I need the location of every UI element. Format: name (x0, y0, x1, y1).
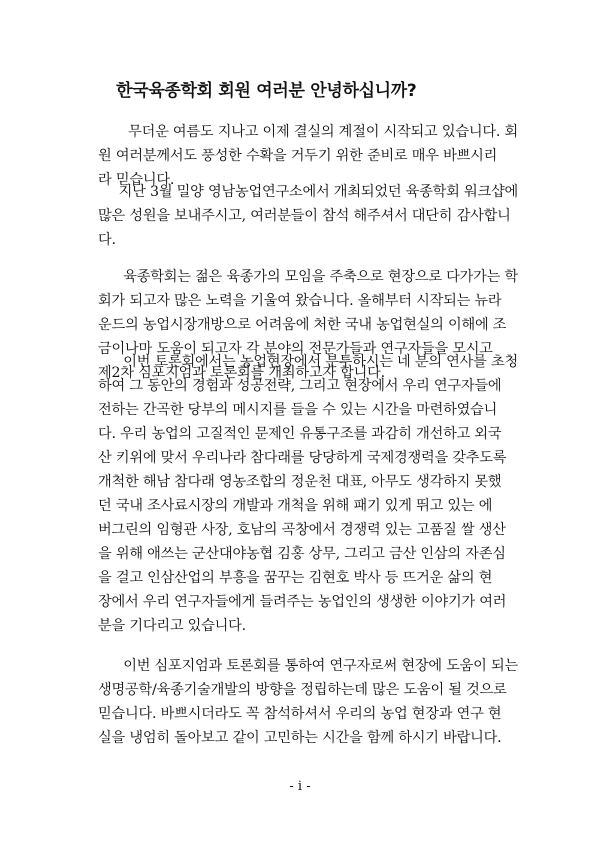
text-line: 다. 우리 농업의 고질적인 문제인 유통구조를 과감히 개선하고 외국 (98, 426, 502, 442)
paragraph-closing (98, 654, 518, 750)
text-line: 제2차 심포지엄과 토론회를 개최하고자 합니다. (98, 365, 385, 381)
text-line: 이번 토론회에서는 농업현장에서 분투하시는 네 분의 연사를 초청 (123, 354, 518, 370)
text-line: 믿습니다. 바쁘시더라도 꼭 참석하셔서 우리의 농업 현장과 연구 현 (98, 706, 502, 722)
text-line: 많은 성원을 보내주시고, 여러분들이 참석 해주셔서 대단히 감사합니 (98, 208, 511, 224)
text-line: 금이나마 도움이 되고자 각 분야의 전문가들과 연구자들을 모시고 (98, 341, 493, 357)
text-line: 다. (98, 232, 116, 248)
text-line: 버그린의 임형관 사장, 호남의 곡창에서 경쟁력 있는 고품질 쌀 생산 (98, 522, 506, 538)
text-line: 하여 그 동안의 경험과 성공전략, 그리고 현장에서 우리 연구자들에 (98, 378, 502, 394)
page-title: 한국육종학회 회원 여러분 안녕하십니까? (116, 81, 417, 101)
text-line: 회가 되고자 많은 노력을 기울여 왔습니다. 올해부터 시작되는 뉴라 (98, 293, 502, 309)
text-line: 실을 냉엄히 돌아보고 같이 고민하는 시간을 함께 하시기 바랍니다. (98, 730, 502, 746)
page-number: - i - (289, 779, 311, 794)
text-line: 분을 기다리고 있습니다. (98, 618, 246, 634)
text-line: 라 믿습니다. (98, 172, 175, 188)
paragraph-thanks (98, 180, 518, 252)
text-line: 산 키위에 맞서 우리나라 참다래를 당당하게 국제경쟁력을 갖추도록 (98, 450, 507, 466)
text-line: 생명공학/육종기술개발의 방향을 정립하는데 많은 도움이 될 것으로 (98, 682, 507, 698)
text-line: 지난 3월 밀양 영남농업연구소에서 개최되었던 육종학회 워크샵에 (118, 184, 518, 200)
text-line: 이번 심포지엄과 토론회를 통하여 연구자로써 현장에 도움이 되는 (123, 658, 518, 674)
text-line: 던 국내 조사료시장의 개발과 개척을 위해 패기 있게 뛰고 있는 에 (98, 498, 493, 514)
text-line: 을 걸고 인삼산업의 부흥을 꿈꾸는 김현호 박사 등 뜨거운 삶의 현 (98, 570, 493, 586)
text-line: 장에서 우리 연구자들에게 들려주는 농업인의 생생한 이야기가 여러 (98, 594, 507, 610)
text-line: 을 위해 애쓰는 군산대야농협 김홍 상무, 그리고 금산 인삼의 자존심 (98, 546, 506, 562)
text-line: 무더운 여름도 지나고 이제 결실의 계절이 시작되고 있습니다. 회 (128, 124, 518, 140)
text-line: 개척한 해남 참다래 영농조합의 정운천 대표, 아무도 생각하지 못했 (98, 474, 502, 490)
text-line: 운드의 농업시장개방으로 어려움에 처한 국내 농업현실의 이해에 조 (98, 317, 507, 333)
text-line: 전하는 간곡한 당부의 메시지를 들을 수 있는 시간을 마련하였습니 (98, 402, 498, 418)
text-line: 육종학회는 젊은 육종가의 모임을 주축으로 현장으로 다가가는 학 (123, 269, 518, 285)
paragraph-speakers (98, 350, 518, 638)
text-line: 원 여러분께서도 풍성한 수확을 거두기 위한 준비로 매우 바쁘시리 (98, 148, 498, 164)
